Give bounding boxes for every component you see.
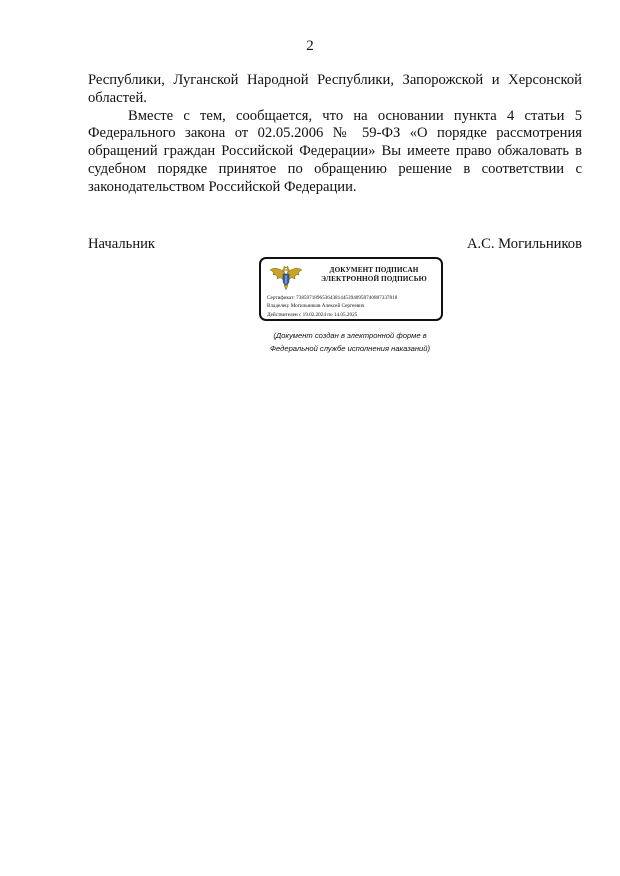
signer-name: А.С. Могильников [466, 236, 582, 252]
stamp-caption-line2: Федеральной службе исполнения наказаний) [269, 344, 431, 353]
signature-block [88, 236, 582, 253]
stamp-owner: Владелец: Могильников Алексей Сергеевич [267, 303, 365, 310]
letter-body [88, 72, 582, 197]
stamp-heading [309, 266, 439, 283]
stamp-heading-line1: ДОКУМЕНТ ПОДПИСАН [329, 266, 419, 274]
stamp-caption [230, 329, 470, 355]
stamp-heading-line2: ЭЛЕКТРОННОЙ ПОДПИСЬЮ [321, 274, 427, 283]
stamp-details [267, 294, 439, 319]
page-number: 2 [306, 38, 314, 54]
signer-position: Начальник [88, 236, 156, 252]
stamp-caption-line1: (Документ создан в электронной форме в [273, 331, 427, 340]
eagle-emblem-icon [268, 264, 304, 292]
stamp-validity: Действителен с 19.02.2024 по 14.05.2025 [267, 311, 358, 318]
electronic-signature-stamp [259, 257, 443, 321]
paragraph-appeal-rights: Вместе с тем, сообщается, что на основании пункта 4 статьи 5 Федерального закона от 02.05.2006 № 59-ФЗ «О порядке рассмотрения обращений граждан Российской Федерации» Вы имеете право обжаловать в судебном порядке принятое по обращению решение в соответствии с законодательством Российской Федерации. [88, 107, 582, 195]
stamp-certificate: Сертификат: 738597189653643814453940950740887337818 [267, 295, 398, 301]
paragraph-continuation: Республики, Луганской Народной Республики, Запорожской и Херсонской областей. [88, 72, 582, 106]
